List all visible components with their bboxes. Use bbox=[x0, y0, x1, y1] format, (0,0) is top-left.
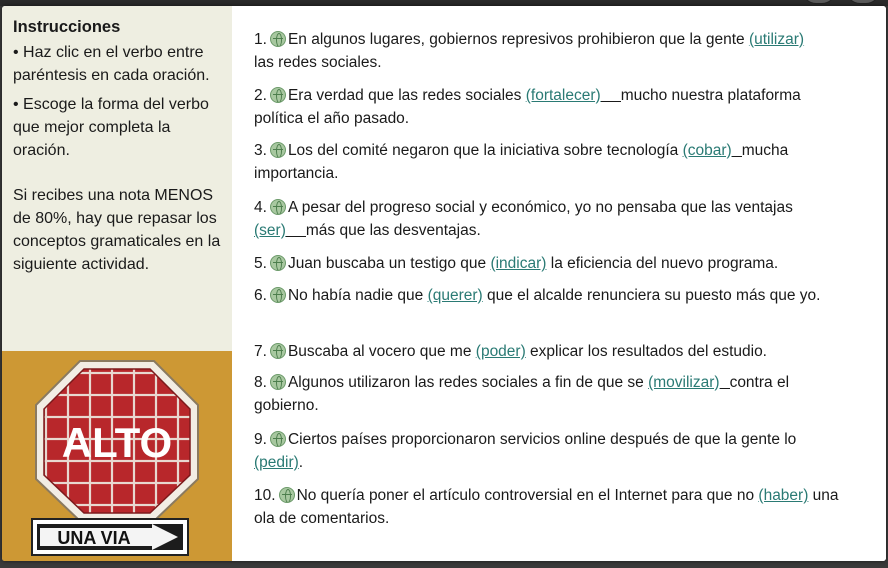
verb-link-indicar[interactable]: (indicar) bbox=[490, 255, 547, 272]
globe-icon[interactable] bbox=[270, 255, 286, 271]
question-5 bbox=[254, 252, 854, 275]
question-8 bbox=[254, 371, 854, 417]
question-number: 6. bbox=[254, 287, 267, 304]
answer-blank bbox=[720, 375, 730, 389]
question-number: 3. bbox=[254, 142, 267, 159]
question-text-end: explicar los resultados del estudio. bbox=[525, 343, 767, 360]
question-text: En algunos lugares, gobiernos represivos prohibieron que la gente bbox=[287, 31, 749, 48]
globe-icon[interactable] bbox=[270, 374, 286, 390]
question-6 bbox=[254, 284, 854, 307]
window-control-left[interactable] bbox=[802, 0, 836, 4]
instructions-text bbox=[13, 16, 223, 276]
instructions-title: Instrucciones bbox=[13, 18, 121, 36]
one-way-sign-text: UNA VIA bbox=[57, 528, 131, 548]
globe-icon[interactable] bbox=[279, 487, 295, 503]
question-text: Los del comité negaron que la iniciativa sobre tecnología bbox=[287, 142, 683, 159]
globe-icon[interactable] bbox=[270, 142, 286, 158]
question-number: 2. bbox=[254, 87, 267, 104]
answer-blank bbox=[601, 88, 621, 102]
question-number: 8. bbox=[254, 374, 267, 391]
answer-blank bbox=[286, 223, 306, 237]
verb-link-querer[interactable]: (querer) bbox=[427, 287, 483, 304]
question-7 bbox=[254, 340, 854, 363]
grade-note: Si recibes una nota MENOS de 80%, hay que repasar los conceptos gramaticales en la siguiente actividad. bbox=[13, 187, 221, 273]
question-text: Juan buscaba un testigo que bbox=[287, 255, 491, 272]
question-1 bbox=[254, 28, 854, 74]
window-control-right[interactable] bbox=[846, 0, 880, 4]
question-text-end: mucha importancia. bbox=[254, 142, 789, 182]
question-text-end: . bbox=[298, 454, 304, 471]
question-number: 7. bbox=[254, 343, 267, 360]
question-number: 1. bbox=[254, 31, 267, 48]
answer-blank bbox=[732, 143, 742, 157]
stop-sign-illustration bbox=[2, 351, 232, 561]
instruction-bullet-1: • Haz clic en el verbo entre paréntesis en cada oración. bbox=[13, 44, 210, 84]
question-2 bbox=[254, 84, 854, 130]
questions-area bbox=[232, 6, 886, 561]
question-text-end: una ola de comentarios. bbox=[254, 487, 839, 527]
question-text-end: la eficiencia del nuevo programa. bbox=[546, 255, 779, 272]
question-number: 10. bbox=[254, 487, 276, 504]
globe-icon[interactable] bbox=[270, 343, 286, 359]
question-text: No había nadie que bbox=[287, 287, 428, 304]
verb-link-haber[interactable]: (haber) bbox=[758, 487, 809, 504]
verb-link-cobar[interactable]: (cobar) bbox=[682, 142, 732, 159]
verb-link-pedir[interactable]: (pedir) bbox=[254, 454, 299, 471]
question-4 bbox=[254, 196, 854, 242]
globe-icon[interactable] bbox=[270, 431, 286, 447]
verb-link-poder[interactable]: (poder) bbox=[475, 343, 526, 360]
globe-icon[interactable] bbox=[270, 31, 286, 47]
question-9 bbox=[254, 428, 854, 474]
verb-link-ser[interactable]: (ser) bbox=[254, 222, 286, 239]
stop-sign-text: ALTO bbox=[61, 419, 173, 466]
instruction-bullet-2: • Escoge la forma del verbo que mejor completa la oración. bbox=[13, 96, 209, 159]
question-number: 9. bbox=[254, 431, 267, 448]
stop-sign-photo bbox=[2, 351, 232, 561]
globe-icon[interactable] bbox=[270, 199, 286, 215]
question-text-end: mucho nuestra plataforma política el año pasado. bbox=[254, 87, 801, 127]
question-text: Buscaba al vocero que me bbox=[287, 343, 476, 360]
question-number: 5. bbox=[254, 255, 267, 272]
question-3 bbox=[254, 139, 854, 185]
verb-link-movilizar[interactable]: (movilizar) bbox=[648, 374, 720, 391]
question-text-end: contra el gobierno. bbox=[254, 374, 790, 414]
instructions-sidebar bbox=[2, 6, 232, 561]
question-text: A pesar del progreso social y económico, yo no pensaba que las ventajas bbox=[287, 199, 793, 216]
question-text: Ciertos países proporcionaron servicios online después de que la gente lo bbox=[287, 431, 797, 448]
globe-icon[interactable] bbox=[270, 287, 286, 303]
globe-icon[interactable] bbox=[270, 87, 286, 103]
verb-link-utilizar[interactable]: (utilizar) bbox=[748, 31, 805, 48]
question-number: 4. bbox=[254, 199, 267, 216]
question-text-end: que el alcalde renunciera su puesto más que yo. bbox=[482, 287, 821, 304]
question-text-end: más que las desventajas. bbox=[305, 222, 481, 239]
question-text: Era verdad que las redes sociales bbox=[287, 87, 526, 104]
question-text: Algunos utilizaron las redes sociales a fin de que se bbox=[287, 374, 649, 391]
question-text: No quería poner el artículo controversial en el Internet para que no bbox=[296, 487, 759, 504]
question-text-end: las redes sociales. bbox=[254, 54, 382, 71]
verb-link-fortalecer[interactable]: (fortalecer) bbox=[525, 87, 601, 104]
question-10 bbox=[254, 484, 854, 530]
activity-panel bbox=[2, 6, 886, 561]
